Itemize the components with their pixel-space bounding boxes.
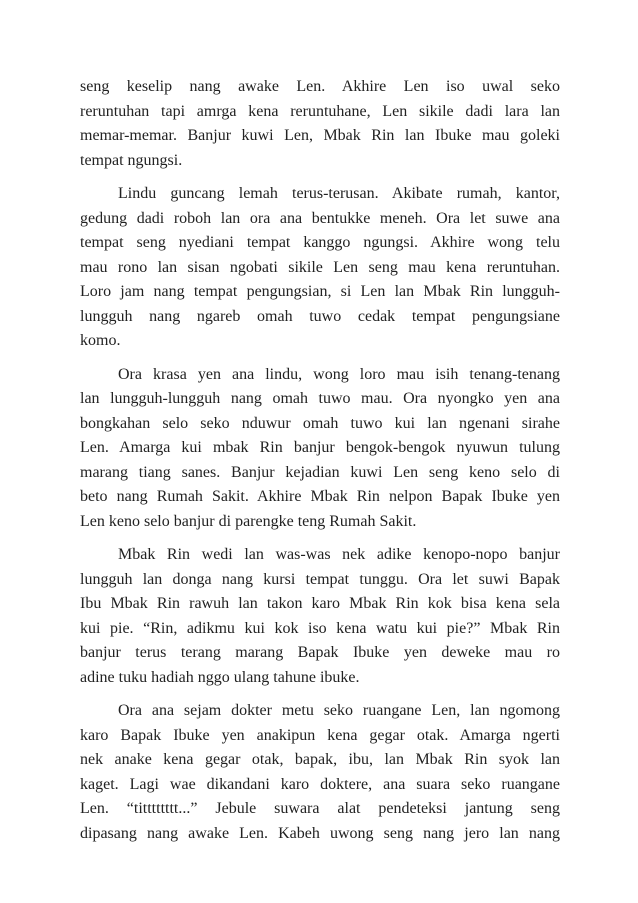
text-line: Lindu guncang lemah terus-terusan. Akibate rumah, kantor, <box>118 185 560 202</box>
text-line: Len keno selo banjur di parengke teng Rumah Sakit. <box>80 512 417 530</box>
text-line: gedung dadi roboh lan ora ana bentukke meneh. Ora let suwe ana <box>80 209 560 227</box>
text-line: lan lungguh-lungguh nang omah tuwo mau. Ora nyongko yen ana <box>80 390 560 407</box>
text-line: nek anake kena gegar otak, bapak, ibu, lan Mbak Rin syok lan <box>80 751 560 768</box>
document-page <box>80 75 560 855</box>
text-line: mau rono lan sisan ngobati sikile Len seng mau kena reruntuhan. <box>80 258 560 276</box>
text-line: marang tiang sanes. Banjur kejadian kuwi Len seng keno selo di <box>80 463 560 481</box>
paragraph-5 <box>80 699 560 846</box>
text-line: tempat ngungsi. <box>80 151 183 169</box>
text-line: dipasang nang awake Len. Kabeh uwong seng nang jero lan nang <box>80 824 560 842</box>
text-line: reruntuhan tapi amrga kena reruntuhane, Len sikile dadi lara lan <box>80 102 560 120</box>
paragraph-2 <box>80 182 560 354</box>
text-line: adine tuku hadiah nggo ulang tahune ibuke. <box>80 668 360 686</box>
text-line: memar-memar. Banjur kuwi Len, Mbak Rin lan Ibuke mau goleki <box>80 127 560 144</box>
text-line: lungguh nang ngareb omah tuwo cedak tempat pengungsiane <box>80 307 560 325</box>
text-line: kui pie. “Rin, adikmu kui kok iso kena watu kui pie?” Mbak Rin <box>80 619 560 637</box>
text-line: Loro jam nang tempat pengungsian, si Len lan Mbak Rin lungguh- <box>80 283 560 300</box>
text-line: banjur terus terang marang Bapak Ibuke yen deweke mau ro <box>80 644 560 661</box>
text-line: komo. <box>80 332 121 349</box>
text-line: tempat seng nyediani tempat kanggo ngungsi. Akhire wong telu <box>80 234 560 251</box>
text-line: lungguh lan donga nang kursi tempat tunggu. Ora let suwi Bapak <box>80 570 560 588</box>
text-line: Len. Amarga kui mbak Rin banjur bengok-bengok nyuwun tulung <box>80 439 560 456</box>
text-line: seng keselip nang awake Len. Akhire Len iso uwal seko <box>80 78 560 95</box>
text-line: Ora krasa yen ana lindu, wong loro mau isih tenang-tenang <box>118 365 560 383</box>
paragraph-4 <box>80 543 560 690</box>
text-line: Ibu Mbak Rin rawuh lan takon karo Mbak Rin kok bisa kena sela <box>80 595 560 612</box>
text-line: kaget. Lagi wae dikandani karo doktere, ana suara seko ruangane <box>80 775 560 793</box>
paragraph-3 <box>80 363 560 535</box>
text-line: Mbak Rin wedi lan was-was nek adike kenopo-nopo banjur <box>118 546 560 563</box>
text-line: bongkahan selo seko nduwur omah tuwo kui lan ngenani sirahe <box>80 414 560 432</box>
text-line: Ora ana sejam dokter metu seko ruangane Len, lan ngomong <box>118 702 560 719</box>
text-line: Len. “titttttttt...” Jebule suwara alat pendeteksi jantung seng <box>80 800 560 817</box>
text-line: beto nang Rumah Sakit. Akhire Mbak Rin nelpon Bapak Ibuke yen <box>80 488 560 505</box>
text-line: karo Bapak Ibuke yen anakipun kena gegar otak. Amarga ngerti <box>80 726 560 744</box>
paragraph-1 <box>80 75 560 173</box>
